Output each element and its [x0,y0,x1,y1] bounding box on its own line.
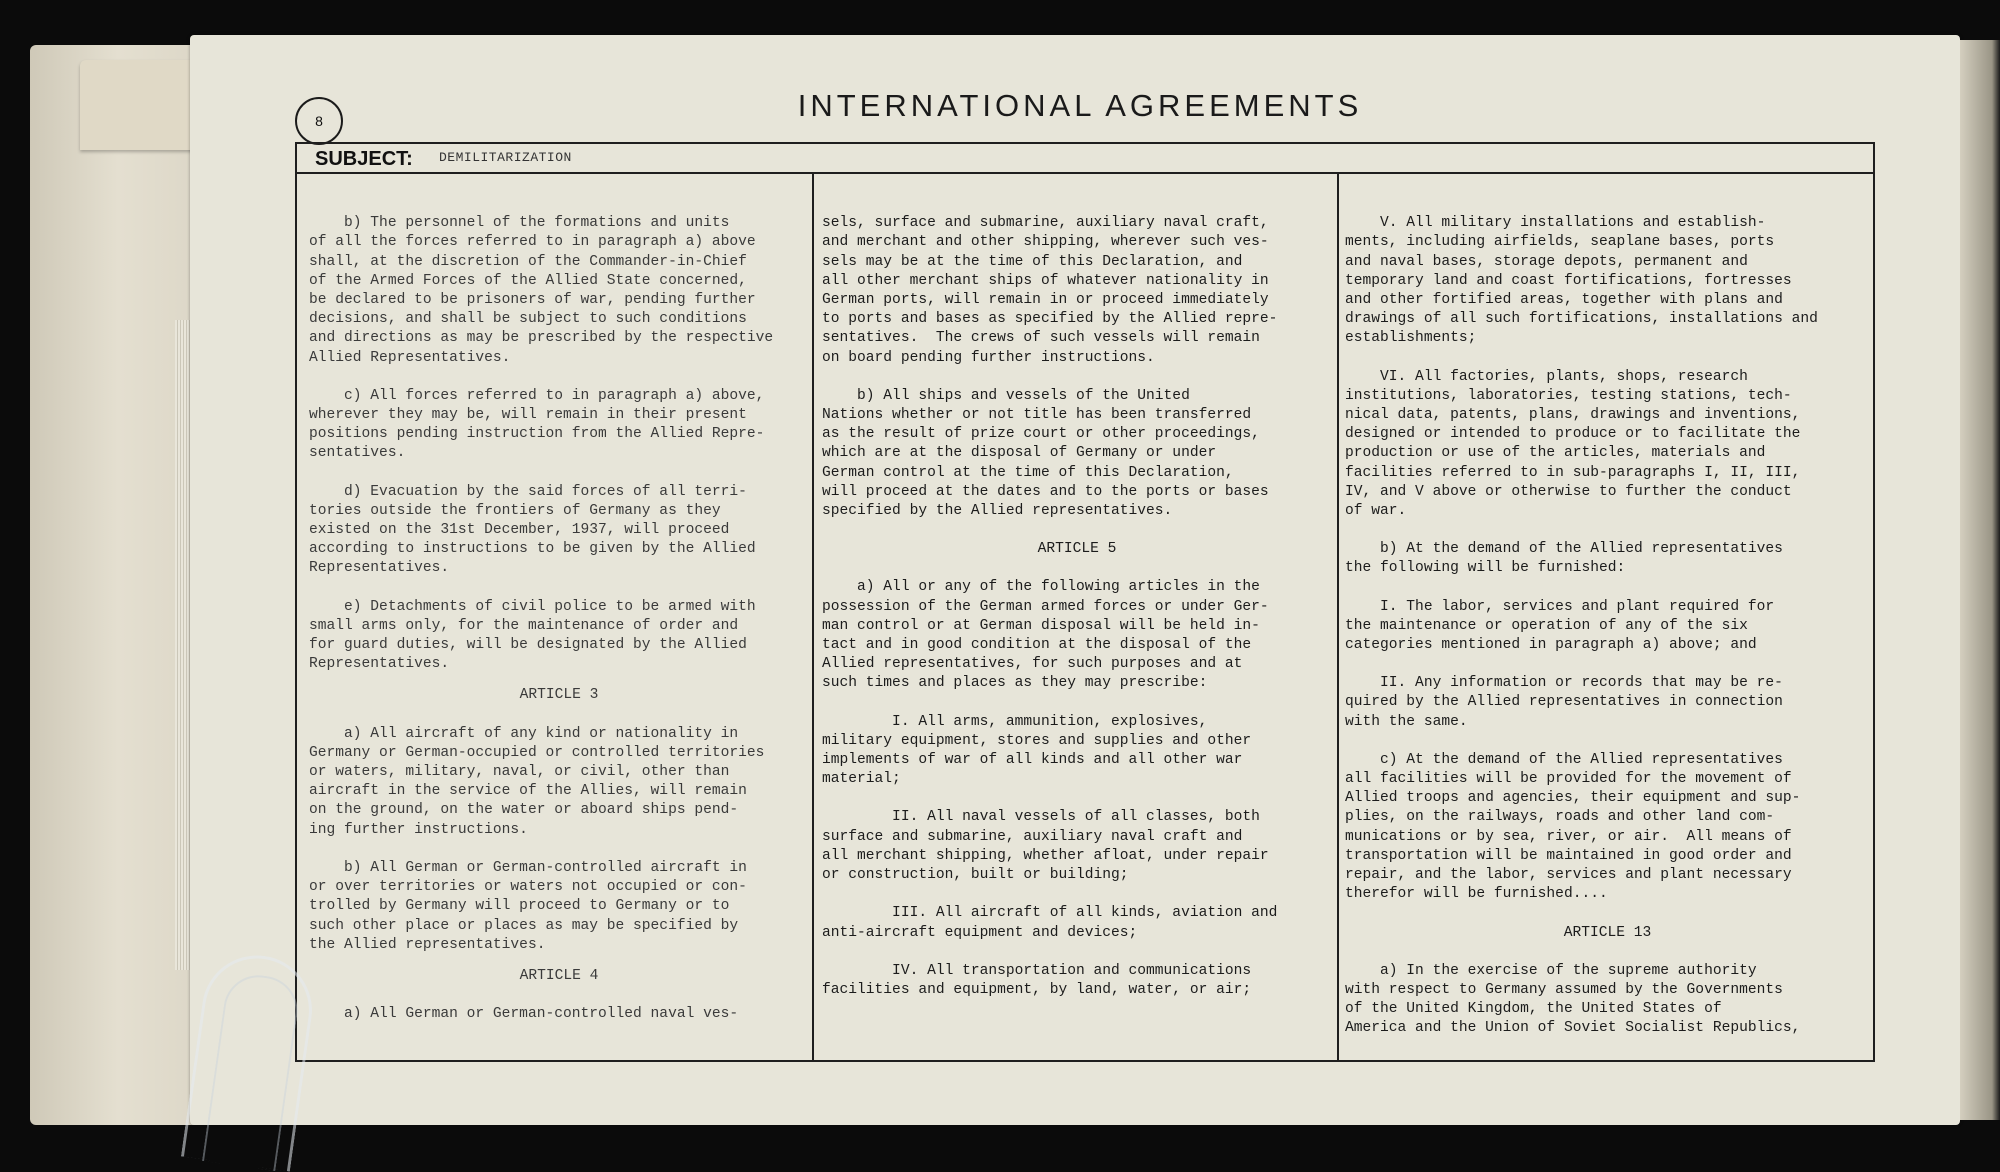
page-number: 8 [295,97,343,145]
page-title: INTERNATIONAL AGREEMENTS [797,88,1363,123]
paragraph: a) All aircraft of any kind or nationality in Germany or German-occupied or controlled territories or waters, military, naval, or civil, other than aircraft in the service of the Allies, will remain on the ground, on the water or aboard ships pend- ing further instructions. [309,725,765,838]
paragraph: I. The labor, services and plant required for the maintenance or operation of any of the six categories mentioned in paragraph a) above; and [1345,598,1775,654]
article-heading: ARTICLE 4 [519,967,599,984]
page-right-edge [1960,40,2000,1120]
paragraph: b) All German or German-controlled aircraft in or over territories or waters not occupied or con- trolled by Germany will proceed to Germany or to such other place or places as may be specified by the Allied representatives. [309,859,747,953]
paragraph: I. All arms, ammunition, explosives, military equipment, stores and supplies and other implements of war of all kinds and all other war material; [822,713,1252,788]
paragraph: II. All naval vessels of all classes, both surface and submarine, auxiliary naval craft and all merchant shipping, whether afloat, under repair or construction, built or building; [822,809,1269,884]
paragraph: sels, surface and submarine, auxiliary naval craft, and merchant and other shipping, wherever such ves- sels may be at the time of this Declaration, and all other merchant ships of whatever nationality in German ports, will remain in or proceed immediately to ports and bases as specified by the Allied repre- sentatives. The crews of such vessels will remain on board pending further instructions. [822,215,1278,366]
article-heading: ARTICLE 3 [519,687,599,704]
paragraph: c) At the demand of the Allied representatives all facilities will be provided for the movement of Allied troops and agencies, their equipment and sup- plies, on the railways, roads and other land com- munications or by sea, river, or air. All means of transportation will be maintained in good order and repair, and the labor, services and plant necessary therefor will be furnished.... [1345,751,1801,903]
subject-label: SUBJECT: [315,148,413,170]
paragraph: a) All German or German-controlled naval ves- [309,1006,739,1023]
paragraph: IV. All transportation and communications facilities and equipment, by land, water, or air; [822,962,1252,998]
paragraph: V. All military installations and establish- ments, including airfields, seaplane bases, ports and naval bases, storage depots, permanent and temporary land and coast fortifications, fortresses and other fortified areas, together with plans and drawings of all such fortifications, installations and establishments; [1345,215,1818,347]
text-column-middle [822,176,1332,1056]
paragraph: III. All aircraft of all kinds, aviation and anti-aircraft equipment and devices; [822,905,1278,941]
text-column-right [1345,176,1870,1056]
paragraph: b) The personnel of the formations and units of all the forces referred to in paragraph a) above shall, at the discretion of the Commander-in-Chief of the Armed Forces of the Allied State concerned, be declared to be prisoners of war, pending further decisions, and shall be subject to such conditions and directions as may be prescribed by the respective Allied Representatives. [309,215,774,366]
paragraph: b) All ships and vessels of the United Nations whether or not title has been transferred as the result of prize court or other proceedings, which are at the disposal of Germany or under German control at the time of this Declaration, will proceed at the dates and to the ports or bases specified by the Allied representatives. [822,387,1269,520]
paragraph: VI. All factories, plants, shops, research institutions, laboratories, testing stations, tech- nical data, patents, plans, drawings and inventions, designed or intended to produce or to facilitate the production or use of the articles, materials and facilities referred to in sub-paragraphs I, II, III, IV, and V above or otherwise to further the conduct of war. [1345,368,1801,520]
paragraph: c) All forces referred to in paragraph a) above, wherever they may be, will remain in their present positions pending instruction from the Allied Repre- sentatives. [309,387,765,462]
article-heading: ARTICLE 5 [1037,541,1117,558]
content-frame [295,142,1875,1062]
text-column-left [309,176,809,1056]
column-divider [812,174,814,1062]
paragraph: a) All or any of the following articles in the possession of the German armed forces or under Ger- man control or at German disposal will be held in- tact and in good condition at the disposal of the Allied representatives, for such purposes and at such times and places as they may prescribe: [822,579,1269,692]
paragraph: d) Evacuation by the said forces of all terri- tories outside the frontiers of Germany as they existed on the 31st December, 1937, will proceed according to instructions to be given by the Allied Representatives. [309,483,756,577]
paragraph: II. Any information or records that may be re- quired by the Allied representatives in connection with the same. [1345,675,1783,730]
paragraph: a) In the exercise of the supreme authority with respect to Germany assumed by the Governments of the United Kingdom, the United States of America and the Union of Soviet Socialist Republics, [1345,962,1801,1037]
article-heading: ARTICLE 13 [1563,924,1652,941]
paragraph: e) Detachments of civil police to be armed with small arms only, for the maintenance of order and for guard duties, will be designated by the Allied Representatives. [309,598,756,673]
column-divider [1337,174,1339,1062]
paragraph: b) At the demand of the Allied representatives the following will be furnished: [1345,541,1783,577]
subject-row [297,144,1873,174]
subject-value: DEMILITARIZATION [439,150,572,165]
